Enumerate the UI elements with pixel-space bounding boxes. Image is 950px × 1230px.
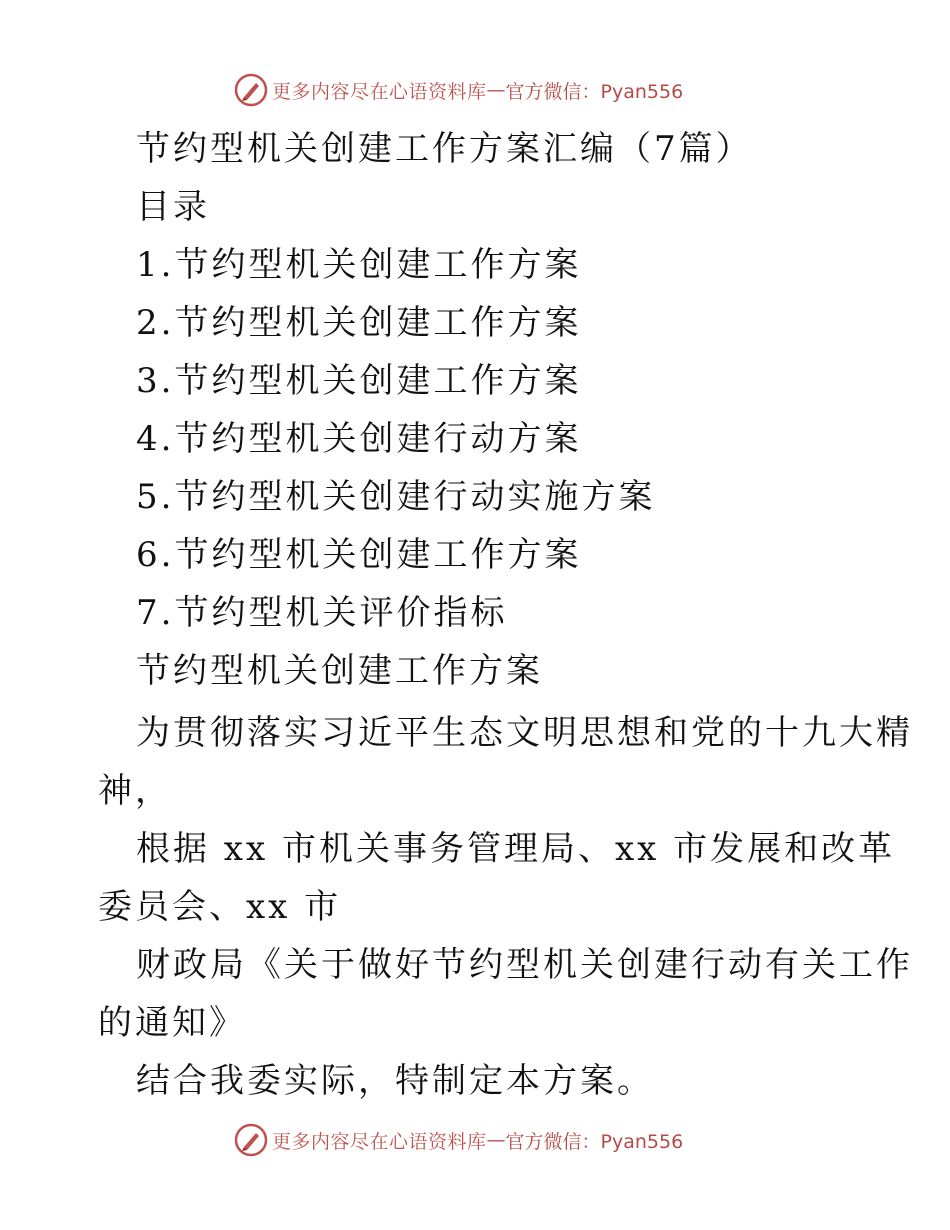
pen-logo-icon <box>234 73 268 107</box>
document-title: 节约型机关创建工作方案汇编（7篇） <box>136 129 753 169</box>
header-watermark <box>234 72 683 108</box>
watermark-dash: — <box>486 1129 506 1151</box>
paragraph-line: 委员会、xx 市 <box>98 887 342 927</box>
footer-watermark <box>234 1122 683 1158</box>
toc-heading: 目录 <box>136 187 210 227</box>
watermark-wechat: 官方微信：Pyan556 <box>505 1130 684 1153</box>
watermark-text: 更多内容尽在心语资料库 <box>272 1130 487 1153</box>
paragraph-line: 结合我委实际，特制定本方案。 <box>136 1061 654 1101</box>
paragraph-line: 的通知》 <box>98 1003 246 1043</box>
toc-item: 2.节约型机关创建工作方案 <box>136 303 582 343</box>
toc-item: 1.节约型机关创建工作方案 <box>136 245 582 285</box>
watermark-dash: — <box>486 79 506 101</box>
toc-item: 3.节约型机关创建工作方案 <box>136 361 582 401</box>
paragraph-line: 为贯彻落实习近平生态文明思想和党的十九大精 <box>136 713 913 753</box>
pen-logo-icon <box>234 1123 268 1157</box>
toc-item: 4.节约型机关创建行动方案 <box>136 419 582 459</box>
paragraph-line: 根据 xx 市机关事务管理局、xx 市发展和改革 <box>136 829 896 869</box>
section-heading: 节约型机关创建工作方案 <box>136 651 543 691</box>
paragraph-line: 神， <box>98 771 172 811</box>
toc-item: 7.节约型机关评价指标 <box>136 593 508 633</box>
watermark-wechat: 官方微信：Pyan556 <box>505 80 684 103</box>
toc-item: 5.节约型机关创建行动实施方案 <box>136 477 656 517</box>
watermark-text: 更多内容尽在心语资料库 <box>272 80 487 103</box>
paragraph-line: 财政局《关于做好节约型机关创建行动有关工作 <box>136 945 913 985</box>
toc-item: 6.节约型机关创建工作方案 <box>136 535 582 575</box>
